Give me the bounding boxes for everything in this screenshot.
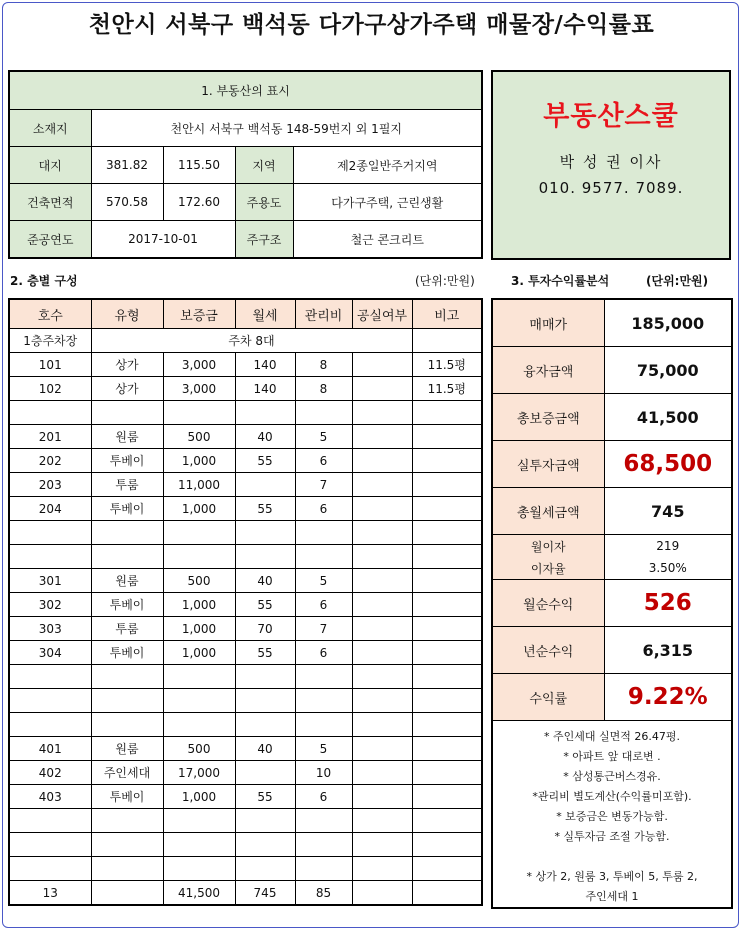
interest-rate-label: 이자율 <box>492 557 604 580</box>
table-row <box>9 761 482 785</box>
floors-cell <box>9 713 91 737</box>
zone-value: 제2종일반주거지역 <box>293 147 482 184</box>
yield-value: 9.22% <box>604 674 732 721</box>
floors-cell <box>352 689 412 713</box>
floors-cell <box>163 521 235 545</box>
floors-cell: 5 <box>295 737 352 761</box>
monthly-rent-label: 총월세금액 <box>492 488 604 535</box>
monthly-interest-label: 월이자 <box>492 535 604 558</box>
floors-cell <box>412 617 482 641</box>
floors-cell <box>295 545 352 569</box>
floors-cell: 11.5평 <box>412 377 482 401</box>
floors-cell <box>9 689 91 713</box>
floors-cell: 1,000 <box>163 641 235 665</box>
floors-cell: 10 <box>295 761 352 785</box>
actual-invest-label: 실투자금액 <box>492 441 604 488</box>
floors-cell: 5 <box>295 425 352 449</box>
total-cell: 85 <box>295 881 352 906</box>
floors-cell <box>235 521 295 545</box>
table-row <box>9 833 482 857</box>
parking-label: 1층주차장 <box>9 329 91 353</box>
land-label: 대지 <box>9 147 91 184</box>
floors-cell <box>9 521 91 545</box>
floors-table <box>8 298 483 906</box>
monthly-interest-value: 219 <box>604 535 732 558</box>
land-m2: 381.82 <box>91 147 163 184</box>
floors-cell: 1,000 <box>163 785 235 809</box>
annual-net-label: 년순수익 <box>492 627 604 674</box>
floors-cell: 500 <box>163 425 235 449</box>
floors-header-cell: 호수 <box>9 299 91 329</box>
floors-cell <box>235 545 295 569</box>
table-row <box>9 473 482 497</box>
completed-value: 2017-10-01 <box>91 221 235 259</box>
floors-cell <box>295 857 352 881</box>
floors-cell <box>352 785 412 809</box>
floors-cell <box>91 857 163 881</box>
deposit-label: 총보증금액 <box>492 394 604 441</box>
agent-phone: 010. 9577. 7089. <box>538 179 684 197</box>
sale-price-label: 매매가 <box>492 299 604 347</box>
table-row <box>9 377 482 401</box>
floors-cell <box>412 545 482 569</box>
floors-cell: 8 <box>295 377 352 401</box>
location-label: 소재지 <box>9 110 91 147</box>
floors-cell <box>412 713 482 737</box>
floors-cell: 11,000 <box>163 473 235 497</box>
floors-cell <box>412 857 482 881</box>
floors-cell <box>235 713 295 737</box>
floors-cell: 202 <box>9 449 91 473</box>
table-row <box>9 401 482 425</box>
floors-cell <box>235 473 295 497</box>
note-line: * 보증금은 변동가능함. <box>556 810 668 823</box>
floors-cell <box>352 593 412 617</box>
floors-cell: 70 <box>235 617 295 641</box>
actual-invest-value: 68,500 <box>604 441 732 488</box>
loan-value: 75,000 <box>604 347 732 394</box>
floors-cell <box>163 809 235 833</box>
floors-cell <box>352 641 412 665</box>
structure-value: 철근 콘크리트 <box>293 221 482 259</box>
floors-cell <box>295 833 352 857</box>
floors-cell: 303 <box>9 617 91 641</box>
floors-cell <box>412 833 482 857</box>
floors-cell <box>91 401 163 425</box>
floors-cell <box>412 449 482 473</box>
loan-label: 융자금액 <box>492 347 604 394</box>
floors-cell <box>412 401 482 425</box>
floors-cell <box>163 545 235 569</box>
table-row <box>9 665 482 689</box>
floors-cell: 6 <box>295 641 352 665</box>
floors-header-cell: 비고 <box>412 299 482 329</box>
floors-cell: 102 <box>9 377 91 401</box>
floors-cell: 204 <box>9 497 91 521</box>
total-cell: 41,500 <box>163 881 235 906</box>
table-row <box>9 737 482 761</box>
table-row <box>9 497 482 521</box>
floors-cell: 140 <box>235 353 295 377</box>
floors-cell: 6 <box>295 449 352 473</box>
floors-cell: 1,000 <box>163 449 235 473</box>
floors-cell <box>352 377 412 401</box>
floors-cell: 투베이 <box>91 785 163 809</box>
zone-label: 지역 <box>235 147 293 184</box>
floors-cell: 투베이 <box>91 497 163 521</box>
table-row <box>9 569 482 593</box>
floors-cell <box>352 473 412 497</box>
floors-cell <box>235 761 295 785</box>
floors-cell <box>295 665 352 689</box>
floors-cell <box>352 353 412 377</box>
floors-cell <box>412 521 482 545</box>
sale-price-value: 185,000 <box>604 299 732 347</box>
floors-cell <box>352 713 412 737</box>
structure-label: 주구조 <box>235 221 293 259</box>
floors-cell <box>412 689 482 713</box>
floors-cell <box>9 833 91 857</box>
floors-unit-note: (단위:만원) <box>415 274 475 288</box>
floors-cell: 투룸 <box>91 617 163 641</box>
floors-cell <box>352 569 412 593</box>
floors-cell <box>235 665 295 689</box>
floors-cell: 원룸 <box>91 569 163 593</box>
floors-cell <box>91 521 163 545</box>
floors-cell: 55 <box>235 593 295 617</box>
floors-cell: 투베이 <box>91 593 163 617</box>
note-line: * 삼성통근버스경유. <box>563 770 661 783</box>
floors-cell: 7 <box>295 617 352 641</box>
yield-label: 수익률 <box>492 674 604 721</box>
table-row <box>9 785 482 809</box>
floors-cell <box>412 809 482 833</box>
floors-cell <box>9 809 91 833</box>
floors-cell: 원룸 <box>91 737 163 761</box>
floors-cell <box>352 761 412 785</box>
table-row <box>9 857 482 881</box>
floors-cell <box>352 521 412 545</box>
floors-cell <box>295 521 352 545</box>
floors-cell: 500 <box>163 569 235 593</box>
floors-cell: 7 <box>295 473 352 497</box>
agent-name: 박 성 권 이사 <box>559 153 663 171</box>
floors-cell: 투베이 <box>91 641 163 665</box>
note-line: * 아파트 앞 대로변 . <box>563 750 661 763</box>
note-line: * 주인세대 실면적 26.47평. <box>544 730 680 743</box>
floors-cell: 402 <box>9 761 91 785</box>
total-cell <box>412 881 482 906</box>
monthly-net-label: 월순수익 <box>492 580 604 627</box>
property-header: 1. 부동산의 표시 <box>9 71 482 110</box>
land-py: 115.50 <box>163 147 235 184</box>
table-row <box>9 809 482 833</box>
floors-cell <box>235 833 295 857</box>
floors-cell: 6 <box>295 497 352 521</box>
floors-cell <box>352 545 412 569</box>
analysis-unit-note: (단위:만원) <box>646 274 709 288</box>
floors-cell <box>412 497 482 521</box>
floors-header-cell: 월세 <box>235 299 295 329</box>
floors-cell <box>412 473 482 497</box>
floors-cell: 6 <box>295 593 352 617</box>
floors-cell <box>295 713 352 737</box>
property-table <box>8 70 483 259</box>
floors-cell: 101 <box>9 353 91 377</box>
table-row <box>9 713 482 737</box>
floors-cell <box>295 401 352 425</box>
floors-cell <box>163 689 235 713</box>
building-label: 건축면적 <box>9 184 91 221</box>
floors-cell: 투베이 <box>91 449 163 473</box>
total-cell: 745 <box>235 881 295 906</box>
total-cell <box>352 881 412 906</box>
floors-cell: 401 <box>9 737 91 761</box>
floors-cell: 상가 <box>91 353 163 377</box>
completed-label: 준공연도 <box>9 221 91 259</box>
floors-cell: 302 <box>9 593 91 617</box>
floors-cell: 원룸 <box>91 425 163 449</box>
floors-cell <box>235 401 295 425</box>
floors-cell <box>412 737 482 761</box>
floors-cell <box>412 425 482 449</box>
floors-cell <box>412 761 482 785</box>
note-line: * 실투자금 조절 가능함. <box>554 830 670 843</box>
floors-cell <box>352 497 412 521</box>
floors-cell: 40 <box>235 569 295 593</box>
note-line: 주인세대 1 <box>585 890 639 903</box>
floors-cell: 55 <box>235 497 295 521</box>
table-row <box>9 521 482 545</box>
floors-cell: 주인세대 <box>91 761 163 785</box>
floors-cell <box>9 401 91 425</box>
floors-cell <box>163 401 235 425</box>
floors-cell <box>412 641 482 665</box>
floors-cell <box>295 689 352 713</box>
floors-cell: 17,000 <box>163 761 235 785</box>
floors-header-cell: 유형 <box>91 299 163 329</box>
use-value: 다가구주택, 근린생활 <box>293 184 482 221</box>
annual-net-value: 6,315 <box>604 627 732 674</box>
floors-cell: 11.5평 <box>412 353 482 377</box>
floors-header-cell: 공실여부 <box>352 299 412 329</box>
floors-cell <box>163 857 235 881</box>
contact-box <box>491 70 731 260</box>
floors-cell: 403 <box>9 785 91 809</box>
floors-cell <box>163 713 235 737</box>
use-label: 주용도 <box>235 184 293 221</box>
floors-cell: 1,000 <box>163 617 235 641</box>
floors-cell: 304 <box>9 641 91 665</box>
floors-cell <box>9 545 91 569</box>
floors-cell: 140 <box>235 377 295 401</box>
floors-cell <box>91 713 163 737</box>
floors-cell <box>91 809 163 833</box>
location-value: 천안시 서북구 백석동 148-59번지 외 1필지 <box>91 110 482 147</box>
floors-cell <box>91 545 163 569</box>
building-m2: 570.58 <box>91 184 163 221</box>
analysis-table <box>491 298 733 909</box>
floors-cell: 203 <box>9 473 91 497</box>
table-row <box>9 545 482 569</box>
floors-cell <box>163 833 235 857</box>
floors-cell <box>9 665 91 689</box>
table-row <box>9 425 482 449</box>
floors-cell: 3,000 <box>163 377 235 401</box>
floors-cell <box>352 737 412 761</box>
note-line <box>493 847 731 867</box>
floors-cell: 1,000 <box>163 593 235 617</box>
floors-cell: 55 <box>235 785 295 809</box>
floors-cell <box>412 569 482 593</box>
floors-cell <box>163 665 235 689</box>
parking-note <box>412 329 482 353</box>
floors-cell <box>352 857 412 881</box>
floors-cell <box>295 809 352 833</box>
page-title: 천안시 서북구 백석동 다가구상가주택 매물장/수익률표 <box>88 12 655 38</box>
floors-section-title: 2. 층별 구성 <box>10 274 78 288</box>
floors-cell: 55 <box>235 449 295 473</box>
floors-cell <box>91 833 163 857</box>
floors-cell <box>9 857 91 881</box>
total-cell <box>91 881 163 906</box>
total-cell: 13 <box>9 881 91 906</box>
floors-cell <box>352 665 412 689</box>
floors-cell <box>352 833 412 857</box>
floors-cell: 201 <box>9 425 91 449</box>
floors-cell: 8 <box>295 353 352 377</box>
floors-cell <box>235 689 295 713</box>
floors-cell: 투룸 <box>91 473 163 497</box>
table-row <box>9 353 482 377</box>
table-row <box>9 593 482 617</box>
floors-header-cell: 보증금 <box>163 299 235 329</box>
table-row <box>9 617 482 641</box>
floors-cell: 상가 <box>91 377 163 401</box>
notes-box <box>492 721 732 909</box>
note-line: *관리비 별도계산(수익률미포함). <box>532 790 692 803</box>
floors-cell <box>412 785 482 809</box>
floors-cell <box>91 665 163 689</box>
floors-cell <box>352 401 412 425</box>
floors-cell: 55 <box>235 641 295 665</box>
floors-cell: 40 <box>235 425 295 449</box>
total-row <box>9 881 482 906</box>
logo: 부동산스쿨 <box>543 101 679 132</box>
floors-cell <box>352 449 412 473</box>
table-row <box>9 689 482 713</box>
analysis-section-title: 3. 투자수익률분석 <box>511 274 610 288</box>
interest-rate-value: 3.50% <box>604 557 732 580</box>
floors-cell <box>235 809 295 833</box>
monthly-rent-value: 745 <box>604 488 732 535</box>
floors-header-cell: 관리비 <box>295 299 352 329</box>
floors-cell: 1,000 <box>163 497 235 521</box>
monthly-net-value: 526 <box>604 580 732 627</box>
floors-cell <box>412 593 482 617</box>
floors-cell: 5 <box>295 569 352 593</box>
floors-cell <box>412 665 482 689</box>
floors-cell: 500 <box>163 737 235 761</box>
table-row <box>9 449 482 473</box>
table-row <box>9 641 482 665</box>
floors-cell: 40 <box>235 737 295 761</box>
building-py: 172.60 <box>163 184 235 221</box>
floors-cell <box>235 857 295 881</box>
floors-cell: 301 <box>9 569 91 593</box>
floors-cell: 6 <box>295 785 352 809</box>
floors-cell <box>352 809 412 833</box>
floors-cell: 3,000 <box>163 353 235 377</box>
note-line: * 상가 2, 원룸 3, 투베이 5, 투룸 2, <box>526 870 698 883</box>
floors-cell <box>352 617 412 641</box>
floors-cell <box>91 689 163 713</box>
deposit-value: 41,500 <box>604 394 732 441</box>
parking-text: 주차 8대 <box>91 329 412 353</box>
floors-cell <box>352 425 412 449</box>
